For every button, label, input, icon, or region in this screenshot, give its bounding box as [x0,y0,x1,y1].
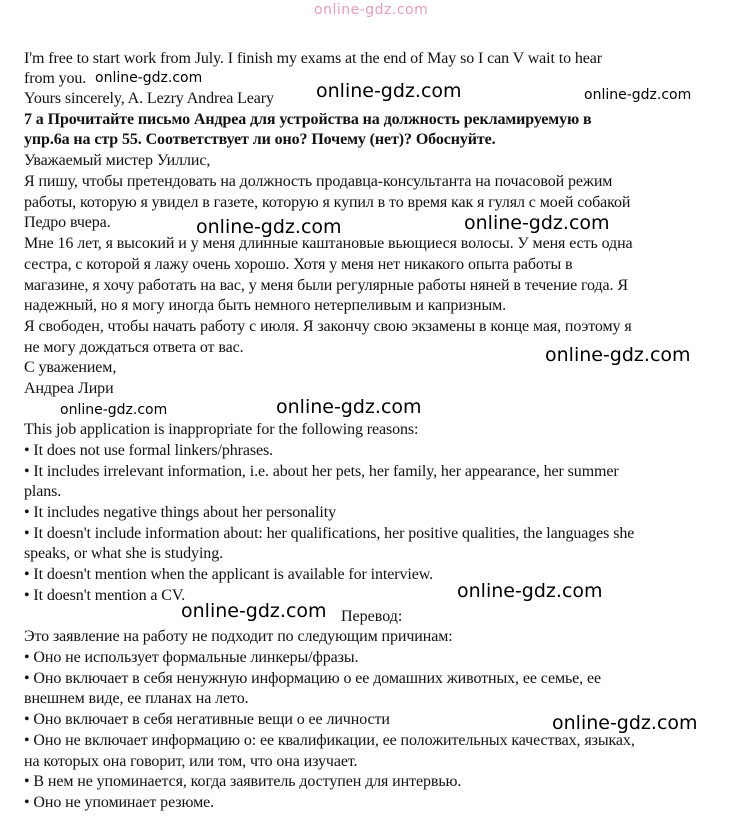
watermark: online-gdz.com [464,212,610,234]
answer-en-line: • It includes irrelevant information, i.e. about her pets, her family, her appearance, her summer [24,463,619,480]
watermark: online-gdz.com [276,396,422,418]
letter-en-line: Yours sincerely, A. Lezry Andrea Leary [24,90,274,107]
letter-ru-line: надежный, но я могу иногда быть немного нетерпеливым и капризным. [24,297,507,314]
letter-ru-line: Уважаемый мистер Уиллис, [24,152,211,169]
watermark: online-gdz.com [181,600,327,622]
task-heading-line: упр.6а на стр 55. Соответствует ли оно? Почему (нет)? Обоснуйте. [24,131,496,148]
watermark: online-gdz.com [584,87,692,103]
answer-ru-line: внешнем виде, ее планах на лето. [24,690,249,707]
letter-ru-line: Я пишу, чтобы претендовать на должность продавца-консультанта на почасовой режим [24,173,613,190]
watermark: online-gdz.com [196,216,342,238]
header-watermark: online-gdz.com [314,2,429,18]
answer-en-line: • It doesn't include information about: her qualifications, her positive qualities, the languages she [24,525,635,542]
letter-ru-line: Мне 16 лет, я высокий и у меня длинные каштановые вьющиеся волосы. У меня есть одна [24,235,633,252]
answer-en-line: speaks, or what she is studying. [24,545,224,562]
answer-ru-line: • В нем не упоминается, когда заявитель доступен для интервью. [24,773,462,790]
watermark: online-gdz.com [95,70,203,86]
answer-ru-line: на которых она говорит, или том, что она изучает. [24,753,358,770]
letter-ru-line: Я свободен, чтобы начать работу с июля. Я закончу свою экзамены в конце мая, поэтому я [24,318,632,335]
letter-ru-line: работы, которую я увидел в газете, которую я купил в то время как я гулял с моей собакой [24,194,631,211]
answer-ru-line: Это заявление на работу не подходит по следующим причинам: [24,628,453,645]
answer-en-line: • It doesn't mention when the applicant is available for interview. [24,566,434,583]
letter-ru-line: не могу дождаться ответа от вас. [24,339,244,356]
letter-en-line: from you. [24,70,87,87]
answer-en-line: • It doesn't mention a CV. [24,587,186,604]
letter-ru-line: Андреа Лири [24,380,114,397]
answer-ru-line: • Оно включает в себя негативные вещи о ее личности [24,711,390,728]
answer-en-line: • It includes negative things about her personality [24,504,336,521]
watermark: online-gdz.com [552,712,698,734]
letter-ru-line: сестра, с которой я лажу очень хорошо. Хотя у меня нет никакого опыта работы в [24,256,573,273]
answer-en-line: • It does not use formal linkers/phrases. [24,442,274,459]
letter-ru-line: магазине, я хочу работать на вас, у меня были регулярные работы няней в течение года. Я [24,277,628,294]
letter-en-line: I'm free to start work from July. I finish my exams at the end of May so I can V wait to hear [24,50,603,67]
answer-ru-line: • Оно не использует формальные линкеры/фразы. [24,649,359,666]
letter-ru-line: Педро вчера. [24,214,111,231]
answer-ru-line: • Оно не упоминает резюме. [24,794,215,811]
watermark: online-gdz.com [457,580,603,602]
watermark: online-gdz.com [60,402,168,418]
answer-ru-line: • Оно не включает информацию о: ее квалификации, ее положительных качествах, языках, [24,732,635,749]
watermark: online-gdz.com [545,344,691,366]
task-heading-line: 7 а Прочитайте письмо Андреа для устройства на должность рекламируемую в [24,111,592,128]
answer-ru-line: • Оно включает в себя ненужную информацию о ее домашних животных, ее семье, ее [24,670,601,687]
watermark: online-gdz.com [316,80,462,102]
answer-en-line: plans. [24,483,62,500]
translation-label: Перевод: [341,608,403,625]
letter-ru-line: С уважением, [24,359,117,376]
answer-en-line: This job application is inappropriate for the following reasons: [24,421,419,438]
